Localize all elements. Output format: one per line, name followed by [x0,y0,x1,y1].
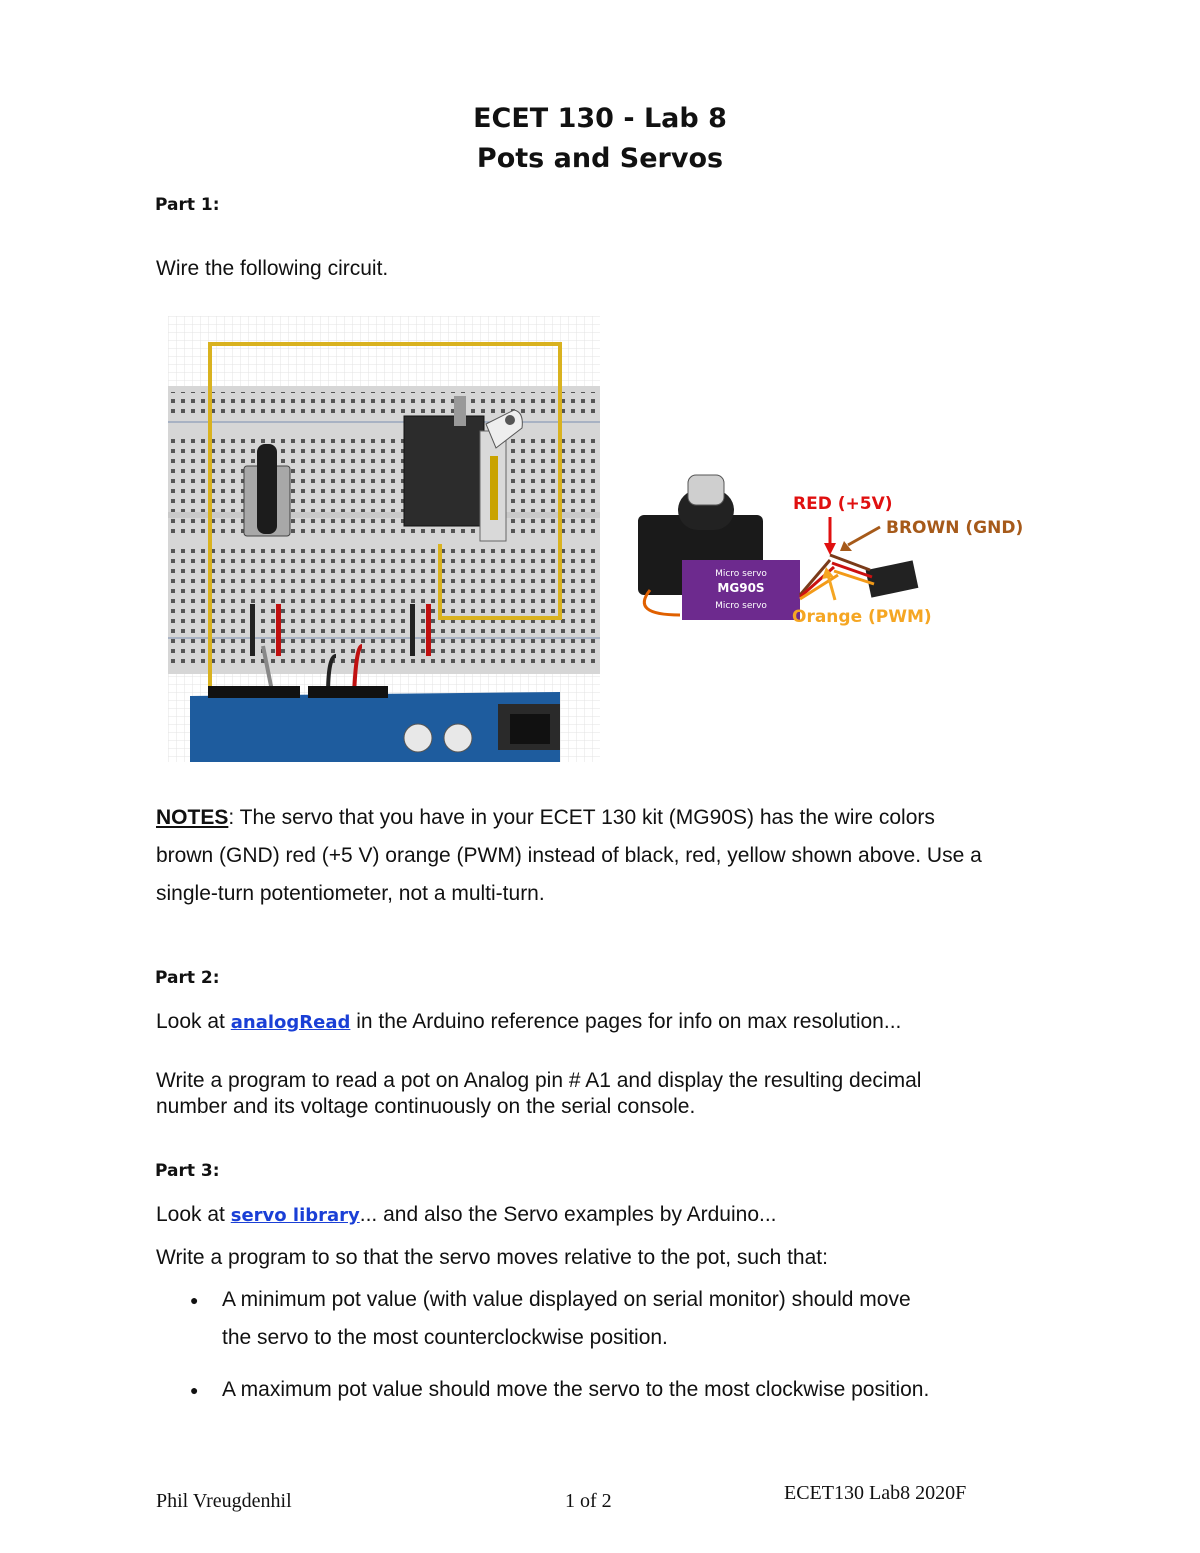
footer-page-number: 1 of 2 [565,1490,612,1512]
part2-write-line1: Write a program to read a pot on Analog pin # A1 and display the resulting decimal [156,1069,922,1092]
brown-wire-label: BROWN (GND) [886,518,1024,538]
part2-look-suffix: in the Arduino reference pages for info on max resolution... [350,1010,902,1033]
micro-servo-label-bottom: Micro servo [715,601,767,611]
footer-doc-id: ECET130 Lab8 2020F [784,1482,967,1504]
bullet1-line1: A minimum pot value (with value displayed on serial monitor) should move [222,1288,911,1311]
part1-heading: Part 1: [155,195,220,215]
breadboard-circuit-image [168,316,600,762]
part3-heading: Part 3: [155,1161,220,1181]
bullet-dot: ● [190,1382,199,1398]
red-wire-label: RED (+5V) [793,494,893,514]
micro-servo-label-top: Micro servo [715,569,767,579]
part2-write-line2: number and its voltage continuously on the serial console. [156,1095,696,1118]
part3-write-line: Write a program to so that the servo moves relative to the pot, such that: [156,1246,828,1269]
part3-look-suffix: ... and also the Servo examples by Arduino... [359,1203,777,1226]
notes-line3: single-turn potentiometer, not a multi-turn. [156,882,545,905]
notes-line2: brown (GND) red (+5 V) orange (PWM) instead of black, red, yellow shown above. Use a [156,844,982,867]
part2-look-prefix: Look at [156,1010,231,1033]
part2-write-paragraph [156,1068,1106,1120]
bullet1 [222,1281,1022,1357]
part1-instruction: Wire the following circuit. [156,257,389,280]
document-title: ECET 130 - Lab 8 [473,103,727,134]
part2-heading: Part 2: [155,968,220,988]
orange-wire-label: Orange (PWM) [792,607,932,627]
notes-line1: : The servo that you have in your ECET 130 kit (MG90S) has the wire colors [228,806,935,829]
servo-model-label: MG90S [717,581,765,595]
bullet2: A maximum pot value should move the servo to the most clockwise position. [222,1378,930,1401]
bullet1-line2: the servo to the most counterclockwise position. [222,1326,668,1349]
notes-label: NOTES [156,806,229,829]
bullet-dot: ● [190,1292,199,1308]
part2-look-line [156,1003,1106,1042]
servo-library-link[interactable]: servo library [230,1205,360,1226]
document-subtitle: Pots and Servos [476,143,724,174]
part3-look-prefix: Look at [156,1203,231,1226]
part3-look-line [156,1196,1106,1235]
analogread-link[interactable]: analogRead [230,1012,351,1033]
servo-motor [404,416,484,526]
notes-paragraph [156,799,1056,913]
mg90s-servo-diagram [630,465,1030,640]
footer-author: Phil Vreugdenhil [156,1490,292,1512]
